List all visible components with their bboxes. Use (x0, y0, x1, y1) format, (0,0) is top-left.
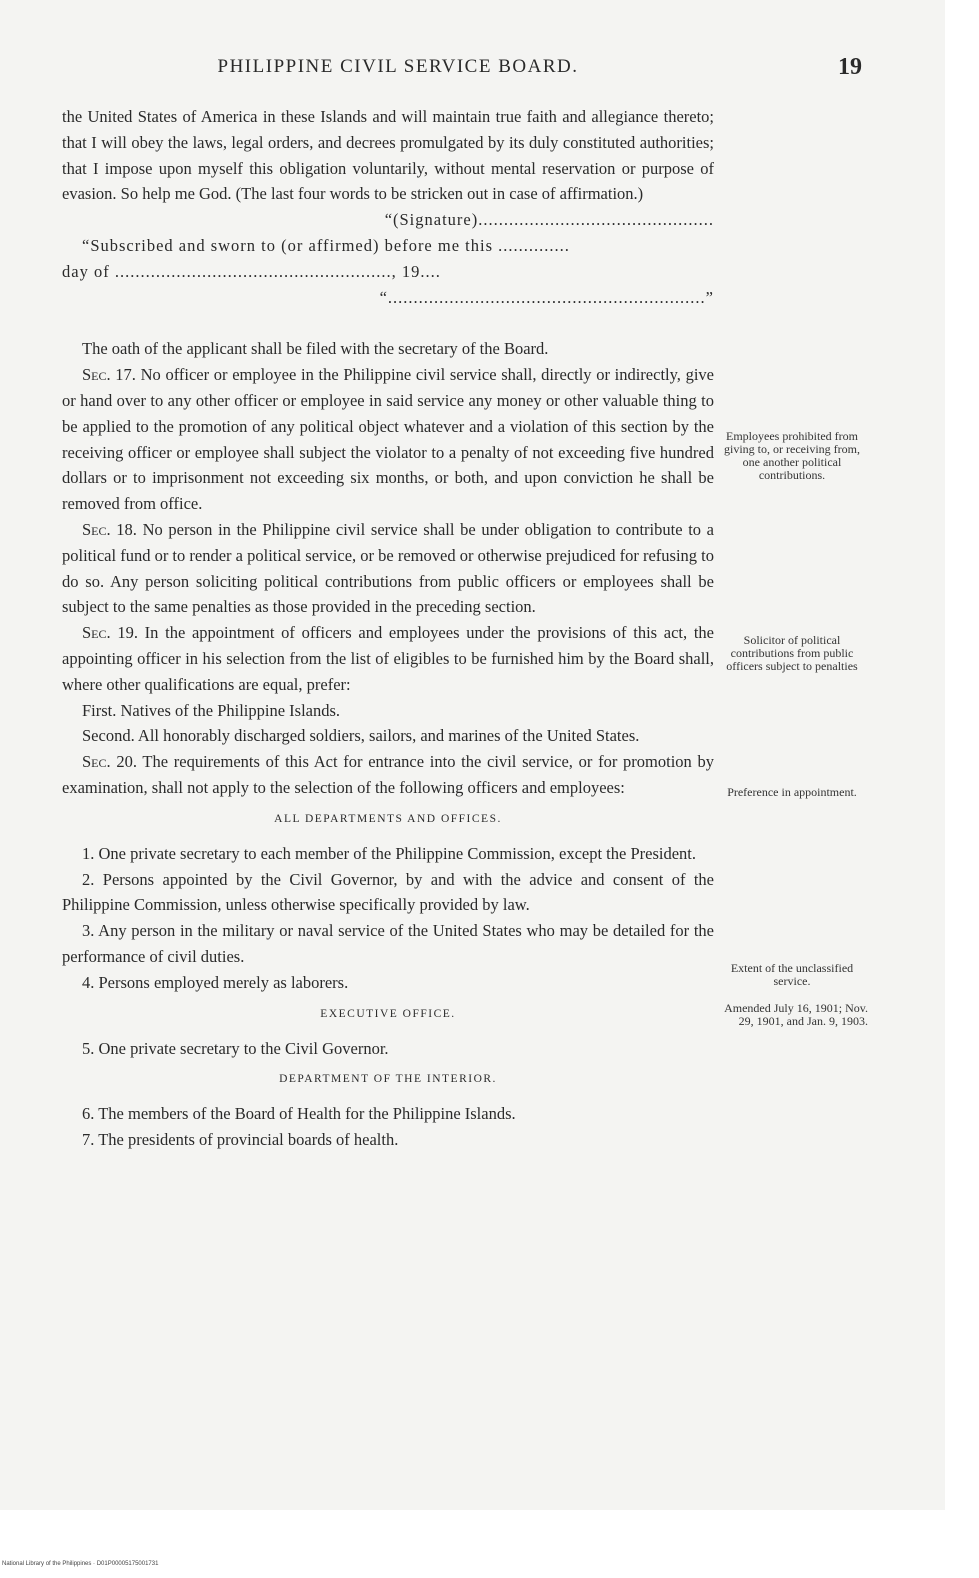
heading-department-interior: DEPARTMENT OF THE INTERIOR. (279, 1073, 497, 1086)
list-item-5: 5. One private secretary to the Civil Governor. (82, 1038, 389, 1058)
page-number: 19 (838, 54, 862, 80)
list-item-7: 7. The presidents of provincial boards of health. (82, 1130, 399, 1150)
body-text (62, 104, 714, 1153)
section-18-label: Sec. 18. (82, 519, 137, 539)
margin-note-sec19: Preference in appointment. (727, 785, 857, 799)
section-17-text: No officer or employee in the Philippine civil service shall, directly or indirectly, give or hand over to any other officer or employee in said service any money or other valuable thing to be applied to the promotion of any political object whatever and a violation of this section by the receiving officer or employee shall subject the violator to a penalty of not exceeding five hundred dollars or to imprisonment not exceeding six months, or both, and upon conviction he shall be removed from office. (62, 365, 714, 514)
margin-note-amended: Amended July 16, 1901; Nov. 29, 1901, and Jan. 9, 1903. (724, 1001, 868, 1028)
preference-second: Second. All honorably discharged soldiers, sailors, and marines of the United States. (82, 726, 640, 746)
oath-continuation: the United States of America in these Islands and will maintain true faith and allegiance thereto; that I will obey the laws, legal orders, and decrees promulgated by its duly constituted authorities; that I impose upon myself this obligation voluntarily, without mental reservation or purpose of evasion. So help me God. (The last four words to be stricken out in case of affirmation.) (62, 107, 714, 204)
oath-filed-paragraph: The oath of the applicant shall be filed with the secretary of the Board. (82, 339, 549, 359)
section-19-text: In the appointment of officers and employees under the provisions of this act, the appointing officer in his selection from the list of eligibles to be furnished him by the Board shall, where other qualifications are equal, prefer: (62, 623, 714, 694)
margin-note-sec20: Extent of the unclassified service. (730, 961, 854, 988)
quote-line: “..............................................................” (379, 287, 714, 307)
running-header: PHILIPPINE CIVIL SERVICE BOARD. (217, 56, 579, 77)
section-20-label: Sec. 20. (82, 752, 137, 772)
section-17 (62, 362, 714, 517)
list-item-2: 2. Persons appointed by the Civil Governor, by and with the advice and consent of the Philippine Commission, unless otherwise specifically provided by law. (62, 869, 714, 915)
section-18-text: No person in the Philippine civil service shall be under obligation to contribute to a political fund or to render a political service, or be removed or otherwise prejudiced for refusing to do so. Any person soliciting political contributions from public officers or employees shall be subject to the same penalties as those provided in the preceding section. (62, 519, 715, 617)
list-item-1: 1. One private secretary to each member of the Philippine Commission, except the President. (82, 843, 696, 863)
list-item-6: 6. The members of the Board of Health for the Philippine Islands. (82, 1104, 516, 1124)
margin-note-sec18: Solicitor of political contributions from public officers subject to penalties (726, 633, 858, 673)
list-item-4: 4. Persons employed merely as laborers. (82, 972, 349, 992)
section-20 (62, 749, 714, 801)
heading-executive-office: EXECUTIVE OFFICE. (320, 1007, 456, 1020)
day-of-line: day of ......................................................, 19.... (62, 261, 441, 281)
section-17-label: Sec. 17. (82, 365, 136, 385)
margin-note-sec17: Employees prohibited from giving to, or receiving from, one another political contributions. (724, 429, 860, 482)
section-18 (62, 517, 714, 620)
section-20-text: The requirements of this Act for entrance into the civil service, or for promotion by examination, shall not apply to the selection of the following officers and employees: (62, 752, 715, 797)
section-19-label: Sec. 19. (82, 623, 138, 643)
section-19 (62, 620, 714, 697)
preference-first: First. Natives of the Philippine Islands. (82, 700, 341, 720)
subscribed-line: “Subscribed and sworn to (or affirmed) before me this .............. (82, 235, 570, 255)
archive-footer: National Library of the Philippines · D01P00005175001731 (2, 1561, 159, 1567)
list-item-3: 3. Any person in the military or naval service of the United States who may be detailed for the performance of civil duties. (62, 921, 714, 966)
signature-line: “(Signature).............................................. (384, 210, 714, 230)
heading-all-departments: ALL DEPARTMENTS AND OFFICES. (274, 812, 502, 825)
